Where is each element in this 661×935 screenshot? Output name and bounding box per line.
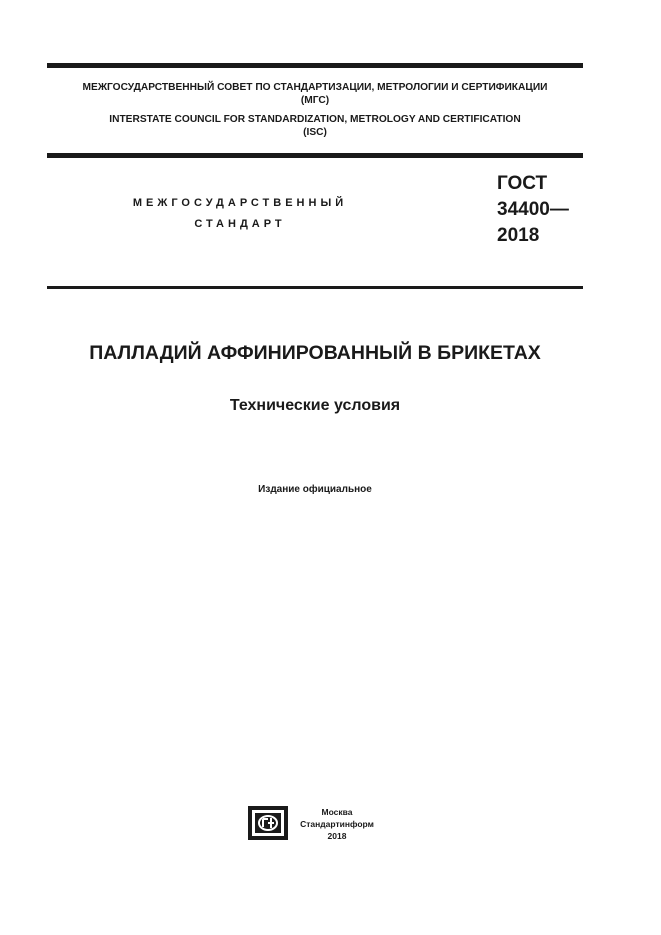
top-rule: [47, 63, 583, 68]
publisher-name: Стандартинформ: [300, 819, 374, 829]
council-en: [47, 113, 583, 139]
publisher-city: Москва: [321, 807, 353, 817]
council-ru-name: МЕЖГОСУДАРСТВЕННЫЙ СОВЕТ ПО СТАНДАРТИЗАЦИИ, МЕТРОЛОГИИ И СЕРТИФИКАЦИИ: [82, 82, 548, 93]
standartinform-logo-icon: [248, 806, 288, 840]
document-subtitle: Технические условия: [229, 397, 401, 414]
gost-number: 34400—: [497, 199, 569, 220]
lower-rule: [47, 286, 583, 289]
gost-year: 2018: [497, 225, 540, 246]
gost-label: ГОСТ: [497, 173, 548, 194]
publisher-year: 2018: [327, 831, 347, 841]
council-en-abbr: (ISC): [303, 127, 327, 138]
edition-label: Издание официальное: [258, 484, 372, 495]
standard-type-line1: МЕЖГОСУДАРСТВЕННЫЙ: [132, 197, 348, 209]
council-en-name: INTERSTATE COUNCIL FOR STANDARDIZATION, METROLOGY AND CERTIFICATION: [109, 114, 521, 125]
standard-type: [90, 193, 390, 235]
gost-designation: [497, 171, 569, 249]
middle-rule: [47, 153, 583, 158]
council-ru: [47, 81, 583, 107]
publisher: [294, 806, 380, 842]
standard-type-line2: СТАНДАРТ: [194, 218, 286, 230]
document-title: ПАЛЛАДИЙ АФФИНИРОВАННЫЙ В БРИКЕТАХ: [89, 342, 541, 364]
council-ru-abbr: (МГС): [300, 95, 330, 106]
